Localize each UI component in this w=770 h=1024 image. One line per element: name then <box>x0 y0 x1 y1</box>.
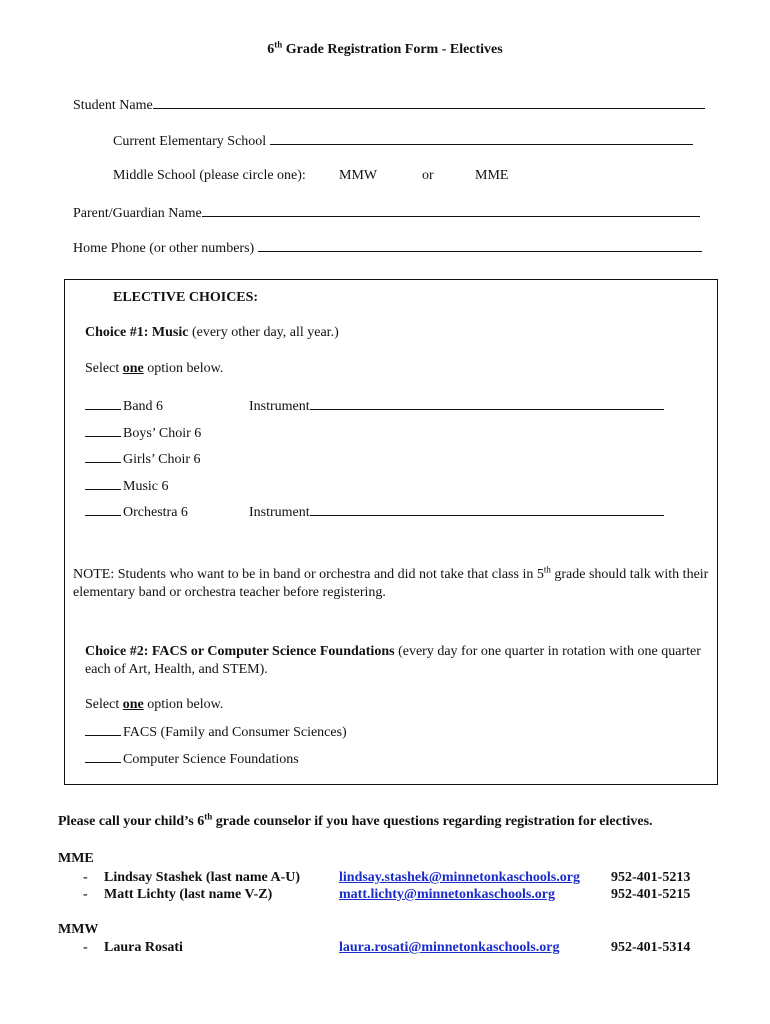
option-facs[interactable]: FACS (Family and Consumer Sciences) <box>85 723 347 741</box>
option-boys-choir[interactable]: Boys’ Choir 6 <box>85 424 201 442</box>
option-music[interactable]: Music 6 <box>85 477 169 495</box>
contact-email-link[interactable]: matt.lichty@minnetonkaschools.org <box>339 887 556 902</box>
middle-school-option-mmw[interactable]: MMW <box>339 168 378 183</box>
mmw-heading: MMW <box>58 922 99 937</box>
option-cs-foundations[interactable]: Computer Science Foundations <box>85 750 299 768</box>
contact-phone: 952-401-5215 <box>611 887 691 902</box>
option-girls-choir[interactable]: Girls’ Choir 6 <box>85 450 201 468</box>
current-school-label: Current Elementary School <box>113 134 267 149</box>
choice1-desc: (every other day, all year.) <box>188 325 339 340</box>
phone-field[interactable] <box>73 239 702 257</box>
contact-phone: 952-401-5314 <box>611 940 691 955</box>
choice1-title <box>85 325 339 341</box>
mme-heading: MME <box>58 851 94 866</box>
choice2-title <box>85 643 715 679</box>
contact-name: Lindsay Stashek (last name A-U) <box>104 870 301 885</box>
middle-school-or: or <box>422 168 434 183</box>
student-name-field[interactable] <box>73 96 705 114</box>
contact-dash: - <box>83 887 88 902</box>
contact-name: Laura Rosati <box>104 940 183 955</box>
parent-name-label: Parent/Guardian Name <box>73 206 202 221</box>
orchestra-instrument-field[interactable]: Instrument <box>249 503 664 521</box>
parent-name-field[interactable] <box>73 204 700 222</box>
page-title: 6th Grade Registration Form - Electives <box>267 39 503 57</box>
current-school-field[interactable] <box>113 132 693 150</box>
choice1-label: Choice #1: Music <box>85 325 189 340</box>
band-orchestra-note: NOTE: Students who want to be in band or orchestra and did not take that class in 5th grade should talk with their elementary band or orchestra teacher before registering. <box>73 564 709 600</box>
middle-school-option-mme[interactable]: MME <box>475 168 509 183</box>
phone-label: Home Phone (or other numbers) <box>73 241 255 256</box>
choice2-label: Choice #2: FACS or Computer Science Foundations <box>85 644 395 659</box>
middle-school-label: Middle School (please circle one): <box>113 168 306 183</box>
contact-phone: 952-401-5213 <box>611 870 691 885</box>
option-orchestra[interactable]: Orchestra 6 <box>85 503 188 521</box>
student-name-label: Student Name <box>73 98 153 113</box>
contact-email-link[interactable]: laura.rosati@minnetonkaschools.org <box>339 940 560 955</box>
contact-dash: - <box>83 870 88 885</box>
contact-name: Matt Lichty (last name V-Z) <box>104 887 273 902</box>
band-instrument-field[interactable]: Instrument <box>249 397 664 415</box>
select-instruction-2: Select one option below. <box>85 697 224 712</box>
elective-heading: ELECTIVE CHOICES: <box>113 290 259 305</box>
contact-email-link[interactable]: lindsay.stashek@minnetonkaschools.org <box>339 870 580 885</box>
select-instruction-1: Select one option below. <box>85 361 224 376</box>
counselor-note: Please call your child’s 6th grade counselor if you have questions regarding registration for electives. <box>58 811 653 829</box>
option-band[interactable]: Band 6 <box>85 397 163 415</box>
contact-dash: - <box>83 940 88 955</box>
choice2-desc: (every day for one quarter in rotation with one quarter each of Art, Health, and STEM). <box>85 644 701 677</box>
